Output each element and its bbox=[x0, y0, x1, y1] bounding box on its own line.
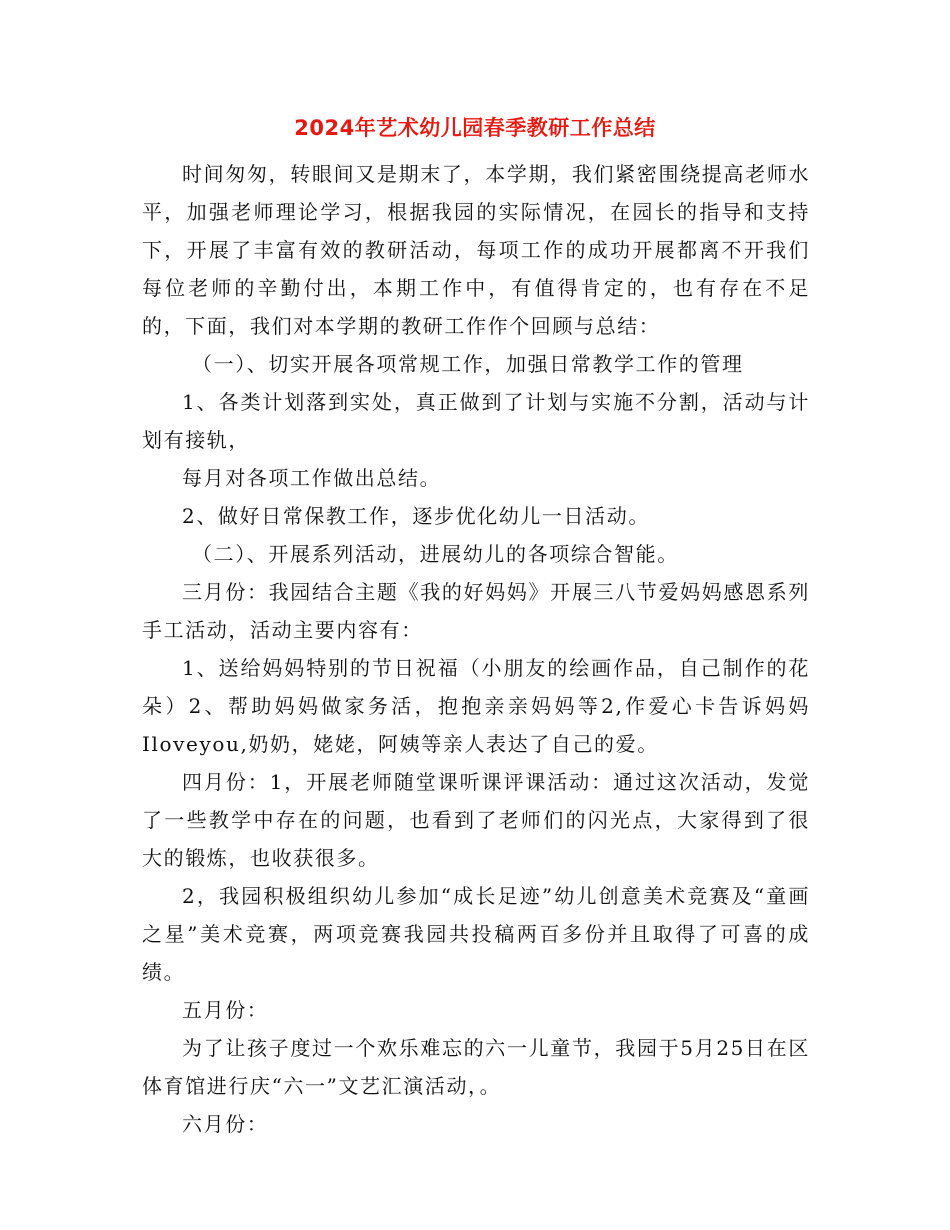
paragraph: 三月份：我园结合主题《我的好妈妈》开展三八节爱妈妈感恩系列手工活动，活动主要内容有： bbox=[142, 580, 810, 642]
paragraph: 1、各类计划落到实处，真正做到了计划与实施不分割，活动与计划有接轨， bbox=[142, 390, 810, 452]
document-title: 2024年艺术幼儿园春季教研工作总结 bbox=[294, 116, 656, 140]
paragraph: 五月份： bbox=[182, 998, 269, 1022]
paragraph: 六月份： bbox=[182, 1112, 269, 1136]
paragraph: 2，我园积极组织幼儿参加“成长足迹”幼儿创意美术竞赛及“童画之星”美术竞赛，两项竞赛我园共投稿两百多份并且取得了可喜的成绩。 bbox=[142, 884, 810, 984]
section-heading-2: （二）、开展系列活动，进展幼儿的各项综合智能。 bbox=[192, 542, 679, 566]
paragraph: 2、做好日常保教工作，逐步优化幼儿一日活动。 bbox=[182, 504, 650, 528]
paragraph: 每月对各项工作做出总结。 bbox=[182, 466, 442, 490]
section-heading-1: （一）、切实开展各项常规工作，加强日常教学工作的管理 bbox=[192, 352, 744, 376]
paragraph-intro: 时间匆匆，转眼间又是期末了，本学期，我们紧密围绕提高老师水平，加强老师理论学习，根据我园的实际情况，在园长的指导和支持下，开展了丰富有效的教研活动，每项工作的成功开展都离不开我们每位老师的辛勤付出，本期工作中，有值得肯定的，也有存在不足的，下面，我们对本学期的教研工作作个回顾与总结： bbox=[142, 162, 810, 338]
document-body bbox=[142, 155, 810, 1143]
paragraph: 1、送给妈妈特别的节日祝福（小朋友的绘画作品，自己制作的花朵）2、帮助妈妈做家务活，抱抱亲亲妈妈等2,作爱心卡告诉妈妈Iloveyou,奶奶，姥姥，阿姨等亲人表达了自己的爱。 bbox=[142, 656, 810, 756]
paragraph: 为了让孩子度过一个欢乐难忘的六一儿童节，我园于5月25日在区体育馆进行庆“六一”文艺汇演活动，。 bbox=[142, 1036, 810, 1098]
paragraph: 四月份：1，开展老师随堂课听课评课活动：通过这次活动，发觉了一些教学中存在的问题，也看到了老师们的闪光点，大家得到了很大的锻炼，也收获很多。 bbox=[142, 770, 810, 870]
